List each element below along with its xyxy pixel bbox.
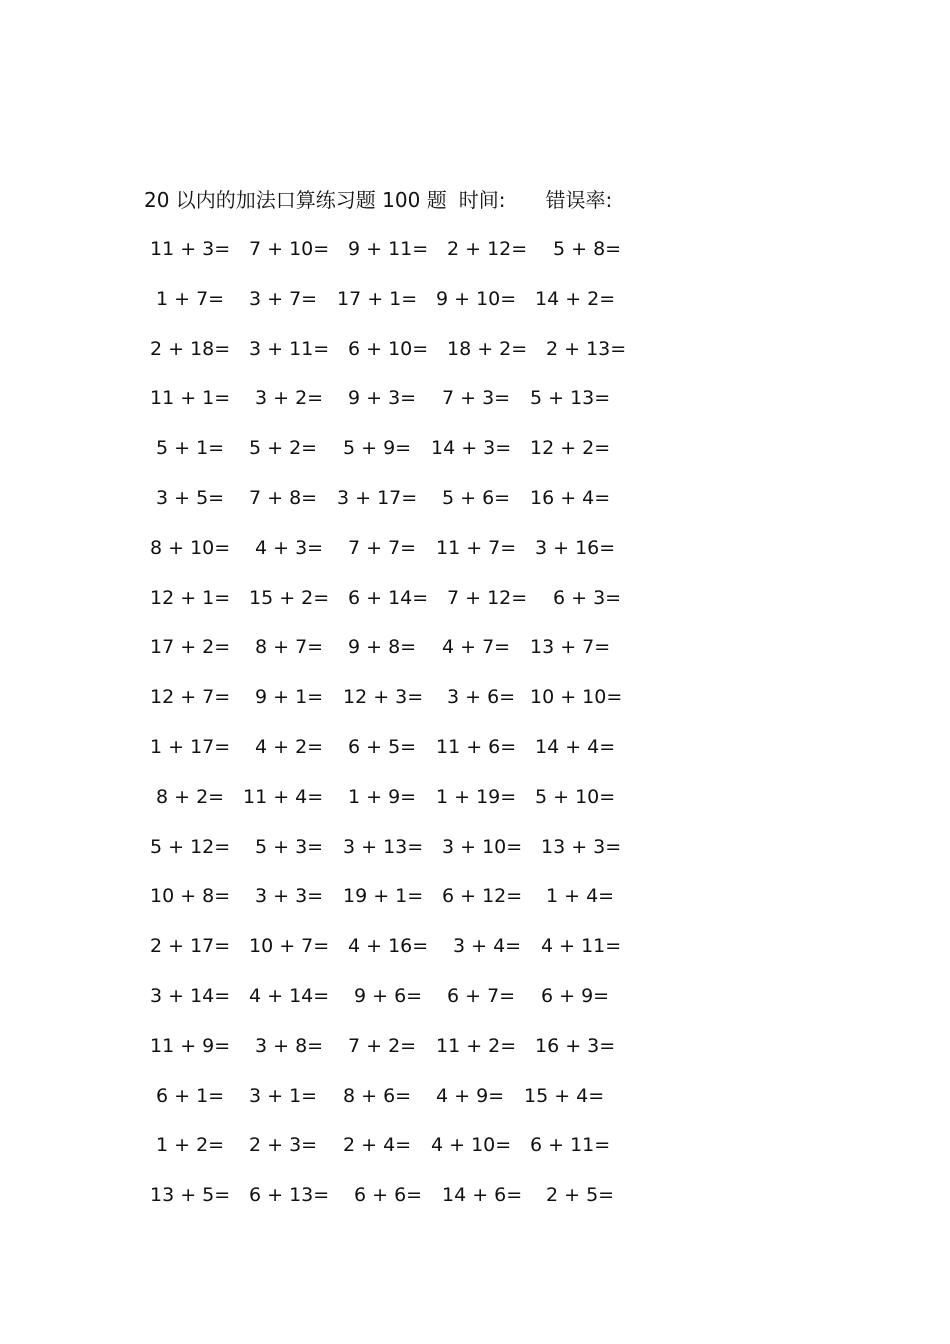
problem-r8-c1: 12 + 1=	[150, 586, 231, 609]
problem-r10-c1: 12 + 7=	[150, 686, 231, 709]
problem-r1-c4: 2 + 12=	[447, 238, 528, 260]
problem-r2-c2: 3 + 7=	[249, 287, 318, 310]
problem-r10-c5: 10 + 10=	[530, 686, 623, 709]
problem-r9-c2: 8 + 7=	[255, 636, 324, 659]
problem-r7-c5: 3 + 16=	[535, 536, 616, 559]
problem-r2-c3: 17 + 1=	[337, 287, 418, 310]
problem-r6-c3: 3 + 17=	[337, 487, 418, 509]
problem-r16-c5: 6 + 9=	[541, 985, 610, 1007]
problem-r16-c1: 3 + 14=	[150, 985, 231, 1007]
problem-r7-c2: 4 + 3=	[255, 536, 324, 559]
problem-r20-c2: 6 + 13=	[249, 1184, 330, 1207]
problem-r18-c2: 3 + 1=	[249, 1084, 318, 1107]
problem-r15-c3: 4 + 16=	[348, 935, 429, 958]
problem-r5-c3: 5 + 9=	[343, 437, 412, 460]
problem-r16-c2: 4 + 14=	[249, 985, 330, 1007]
problem-r5-c4: 14 + 3=	[431, 437, 512, 460]
problem-r9-c3: 9 + 8=	[348, 636, 417, 659]
problem-r19-c1: 1 + 2=	[156, 1134, 225, 1157]
problem-r11-c1: 1 + 17=	[150, 736, 231, 758]
problem-r15-c5: 4 + 11=	[541, 935, 622, 958]
problem-r11-c2: 4 + 2=	[255, 736, 324, 758]
problem-r14-c3: 19 + 1=	[343, 885, 424, 908]
problem-r13-c5: 13 + 3=	[541, 835, 622, 858]
problem-r6-c2: 7 + 8=	[249, 487, 318, 509]
problem-r19-c5: 6 + 11=	[530, 1134, 611, 1157]
problem-r4-c5: 5 + 13=	[530, 387, 611, 410]
problem-r18-c1: 6 + 1=	[156, 1084, 225, 1107]
problem-r12-c4: 1 + 19=	[436, 785, 517, 808]
problem-r5-c1: 5 + 1=	[156, 437, 225, 460]
problem-r20-c3: 6 + 6=	[354, 1184, 423, 1207]
problem-r1-c5: 5 + 8=	[553, 238, 622, 260]
problem-r18-c4: 4 + 9=	[436, 1084, 505, 1107]
problem-r5-c2: 5 + 2=	[249, 437, 318, 460]
problem-r4-c3: 9 + 3=	[348, 387, 417, 410]
problem-r3-c1: 2 + 18=	[150, 337, 231, 360]
problem-r17-c2: 3 + 8=	[255, 1034, 324, 1057]
problem-r7-c1: 8 + 10=	[150, 536, 231, 559]
problem-r13-c4: 3 + 10=	[442, 835, 523, 858]
problem-r3-c4: 18 + 2=	[447, 337, 528, 360]
problem-r19-c2: 2 + 3=	[249, 1134, 318, 1157]
problem-r14-c5: 1 + 4=	[546, 885, 615, 908]
problem-r17-c4: 11 + 2=	[436, 1034, 517, 1057]
problem-r19-c4: 4 + 10=	[431, 1134, 512, 1157]
problem-r11-c5: 14 + 4=	[535, 736, 616, 758]
problem-r12-c2: 11 + 4=	[243, 785, 324, 808]
problem-r11-c4: 11 + 6=	[436, 736, 517, 758]
problem-r1-c3: 9 + 11=	[348, 238, 429, 260]
problem-r12-c5: 5 + 10=	[535, 785, 616, 808]
problem-r17-c3: 7 + 2=	[348, 1034, 417, 1057]
problem-r14-c1: 10 + 8=	[150, 885, 231, 908]
problem-r13-c2: 5 + 3=	[255, 835, 324, 858]
problem-r6-c5: 16 + 4=	[530, 487, 611, 509]
problem-r4-c1: 11 + 1=	[150, 387, 231, 410]
problem-r3-c3: 6 + 10=	[348, 337, 429, 360]
problem-r17-c1: 11 + 9=	[150, 1034, 231, 1057]
problem-r4-c4: 7 + 3=	[442, 387, 511, 410]
problem-r15-c2: 10 + 7=	[249, 935, 330, 958]
problem-r2-c4: 9 + 10=	[436, 287, 517, 310]
problem-r8-c4: 7 + 12=	[447, 586, 528, 609]
problem-r5-c5: 12 + 2=	[530, 437, 611, 460]
problem-r3-c2: 3 + 11=	[249, 337, 330, 360]
problem-r10-c4: 3 + 6=	[447, 686, 516, 709]
problem-r16-c4: 6 + 7=	[447, 985, 516, 1007]
problem-r8-c3: 6 + 14=	[348, 586, 429, 609]
problem-r8-c2: 15 + 2=	[249, 586, 330, 609]
problem-r9-c1: 17 + 2=	[150, 636, 231, 659]
problem-r20-c5: 2 + 5=	[546, 1184, 615, 1207]
problem-r15-c1: 2 + 17=	[150, 935, 231, 958]
problem-r18-c3: 8 + 6=	[343, 1084, 412, 1107]
problem-r7-c4: 11 + 7=	[436, 536, 517, 559]
problem-r20-c4: 14 + 6=	[442, 1184, 523, 1207]
problem-r13-c1: 5 + 12=	[150, 835, 231, 858]
problem-r12-c1: 8 + 2=	[156, 785, 225, 808]
worksheet-title: 20 以内的加法口算练习题 100 题	[144, 188, 447, 212]
problem-r3-c5: 2 + 13=	[546, 337, 627, 360]
problem-r6-c4: 5 + 6=	[442, 487, 511, 509]
problem-r10-c2: 9 + 1=	[255, 686, 324, 709]
problem-r1-c1: 11 + 3=	[150, 238, 231, 260]
problem-r12-c3: 1 + 9=	[348, 785, 417, 808]
problem-r15-c4: 3 + 4=	[453, 935, 522, 958]
problem-r14-c4: 6 + 12=	[442, 885, 523, 908]
time-label: 时间:	[458, 188, 506, 212]
problem-r17-c5: 16 + 3=	[535, 1034, 616, 1057]
problem-r14-c2: 3 + 3=	[255, 885, 324, 908]
problem-r13-c3: 3 + 13=	[343, 835, 424, 858]
problem-r7-c3: 7 + 7=	[348, 536, 417, 559]
problem-r2-c5: 14 + 2=	[535, 287, 616, 310]
problem-r9-c4: 4 + 7=	[442, 636, 511, 659]
problem-r6-c1: 3 + 5=	[156, 487, 225, 509]
problem-r16-c3: 9 + 6=	[354, 985, 423, 1007]
problem-r4-c2: 3 + 2=	[255, 387, 324, 410]
problem-r10-c3: 12 + 3=	[343, 686, 424, 709]
problem-r8-c5: 6 + 3=	[553, 586, 622, 609]
problem-r9-c5: 13 + 7=	[530, 636, 611, 659]
error-rate-label: 错误率:	[545, 188, 613, 212]
problem-r1-c2: 7 + 10=	[249, 238, 330, 260]
problem-r20-c1: 13 + 5=	[150, 1184, 231, 1207]
problem-r19-c3: 2 + 4=	[343, 1134, 412, 1157]
problem-r2-c1: 1 + 7=	[156, 287, 225, 310]
problem-r18-c5: 15 + 4=	[524, 1084, 605, 1107]
problem-r11-c3: 6 + 5=	[348, 736, 417, 758]
